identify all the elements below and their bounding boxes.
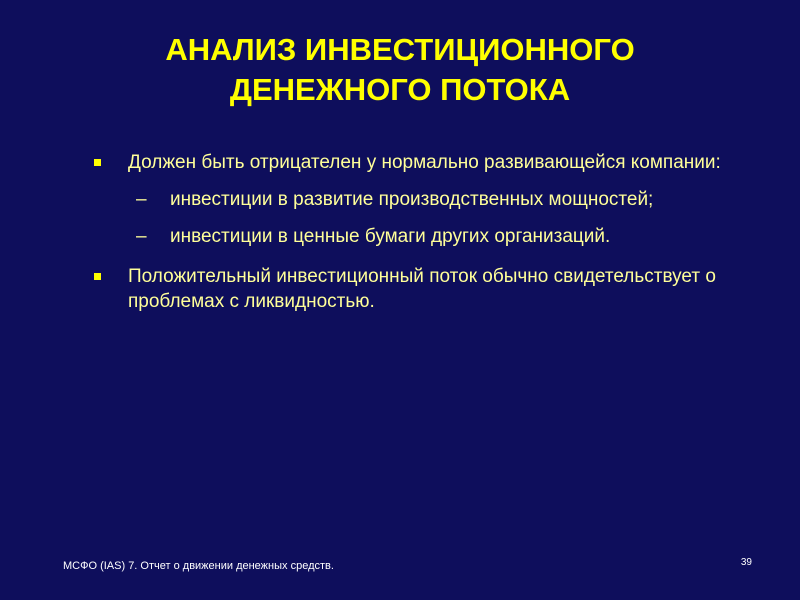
slide-body xyxy=(86,150,766,329)
sub-item-text-2: инвестиции в ценные бумаги других организаций. xyxy=(170,226,611,247)
slide-footer: МСФО (IAS) 7. Отчет о движении денежных средств. xyxy=(63,560,334,572)
slide-title-line-1: АНАЛИЗ ИНВЕСТИЦИОННОГО xyxy=(165,32,635,67)
sub-list xyxy=(128,187,766,249)
dash-bullet-icon: – xyxy=(136,189,147,210)
sub-item-1 xyxy=(128,187,766,212)
slide-title-line-2: ДЕНЕЖНОГО ПОТОКА xyxy=(229,72,571,107)
square-bullet-icon xyxy=(94,159,101,166)
bullet-text-1: Должен быть отрицателен у нормально развивающейся компании: xyxy=(128,152,721,173)
slide-title xyxy=(0,30,800,110)
bullet-text-2: Положительный инвестиционный поток обычно свидетельствует о проблемах с ликвидностью. xyxy=(128,266,716,312)
bullet-item-2 xyxy=(86,264,766,314)
bullet-item-1 xyxy=(86,150,766,249)
square-bullet-icon xyxy=(94,273,101,280)
sub-item-text-1: инвестиции в развитие производственных мощностей; xyxy=(170,189,654,210)
sub-item-2 xyxy=(128,224,766,249)
dash-bullet-icon: – xyxy=(136,226,147,247)
page-number: 39 xyxy=(740,557,752,568)
